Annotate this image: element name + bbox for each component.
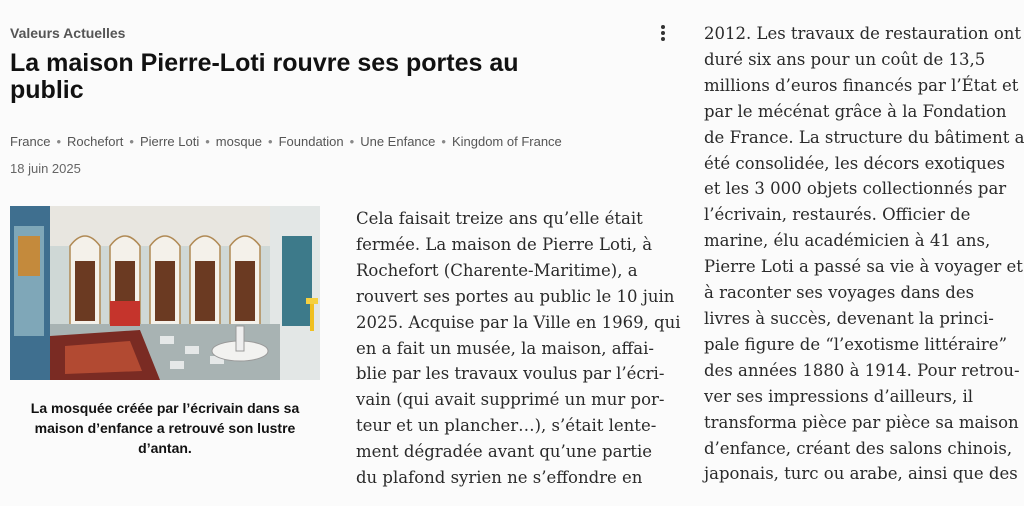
body-text-line: ment dégradée avant qu’une partie <box>356 442 653 462</box>
body-text-line: transforma pièce par pièce sa maison <box>704 412 1019 432</box>
body-text-line: 2012. Les travaux de restauration ont <box>704 24 1022 43</box>
body-text-line: et les 3 000 objets collectionnés par <box>704 179 1007 199</box>
tag-separator: • <box>56 134 62 149</box>
body-text-line: Rochefort (Charente-Maritime), a <box>356 260 638 280</box>
body-text-line: des années 1880 à 1914. Pour retrou- <box>704 360 1020 380</box>
body-text-line: Cela faisait treize ans qu’elle était <box>356 209 643 228</box>
body-text-line: ver ses impressions d’ailleurs, il <box>704 386 974 406</box>
source-name[interactable]: Valeurs Actuelles <box>10 25 126 41</box>
tag-separator: • <box>129 134 134 149</box>
body-text-line: l’écrivain, restaurés. Officier de <box>704 205 971 225</box>
publish-date: 18 juin 2025 <box>10 161 81 176</box>
article-title: La maison Pierre-Loti rouvre ses portes au public <box>10 49 519 104</box>
article-body-column-2 <box>704 21 1024 487</box>
more-options-icon[interactable] <box>655 20 671 44</box>
tag-separator: • <box>205 134 210 149</box>
topic-tag[interactable]: mosque <box>215 134 263 149</box>
topic-tag[interactable]: France <box>10 134 51 149</box>
mosque-photo[interactable] <box>10 206 320 380</box>
body-text-line: à raconter ses voyages dans des <box>704 283 975 303</box>
topic-tag[interactable]: Foundation <box>278 134 344 149</box>
body-text-line: duré six ans pour un coût de 13,5 <box>704 49 986 69</box>
body-text-line: en a fait un musée, la maison, affai- <box>356 338 654 358</box>
topic-tag[interactable]: Une Enfance <box>360 134 436 149</box>
body-text-line: rouvert ses portes au public le 10 juin <box>356 286 675 306</box>
body-text-line: vain (qui avait supprimé un mur por- <box>356 390 665 410</box>
body-text-line: Pierre Loti a passé sa vie à voyager et <box>704 257 1023 277</box>
tag-list <box>10 134 562 149</box>
tag-separator: • <box>268 134 273 149</box>
body-text-line: pale figure de “l’exotisme littéraire” <box>704 334 1008 354</box>
body-text-line: de France. La structure du bâtiment a <box>704 127 1024 147</box>
body-text-line: d’enfance, créant des salons chinois, <box>704 438 1013 458</box>
body-text-line: marine, élu académicien à 41 ans, <box>704 231 991 251</box>
topic-tag[interactable]: Rochefort <box>67 134 124 149</box>
body-text-line: teur et un plancher…), s’était lente- <box>356 416 657 436</box>
body-text-line: fermée. La maison de Pierre Loti, à <box>356 234 653 254</box>
body-text-line: 2025. Acquise par la Ville en 1969, qui <box>356 312 681 332</box>
topic-tag[interactable]: Kingdom of France <box>451 134 562 149</box>
article-body-column-1 <box>356 206 681 491</box>
tag-separator: • <box>441 134 446 149</box>
body-text-line: japonais, turc ou arabe, ainsi que des <box>704 464 1018 484</box>
body-text-line: été consolidée, les décors exotiques <box>704 153 1005 173</box>
body-text-line: livres à succès, devenant la princi- <box>704 308 994 328</box>
body-text-line: millions d’euros financés par l’État et <box>704 75 1019 95</box>
body-text-line: du plafond syrien ne s’effondre en <box>356 468 643 488</box>
tag-separator: • <box>349 134 355 149</box>
topic-tag[interactable]: Pierre Loti <box>139 134 200 149</box>
body-text-line: blie par les travaux voulus par l’écri- <box>356 364 665 384</box>
body-text-line: par le mécénat grâce à la Fondation <box>704 101 1007 121</box>
photo-caption: La mosquée créée par l’écrivain dans sa maison d’enfance a retrouvé son lustre d’antan. <box>30 400 300 456</box>
